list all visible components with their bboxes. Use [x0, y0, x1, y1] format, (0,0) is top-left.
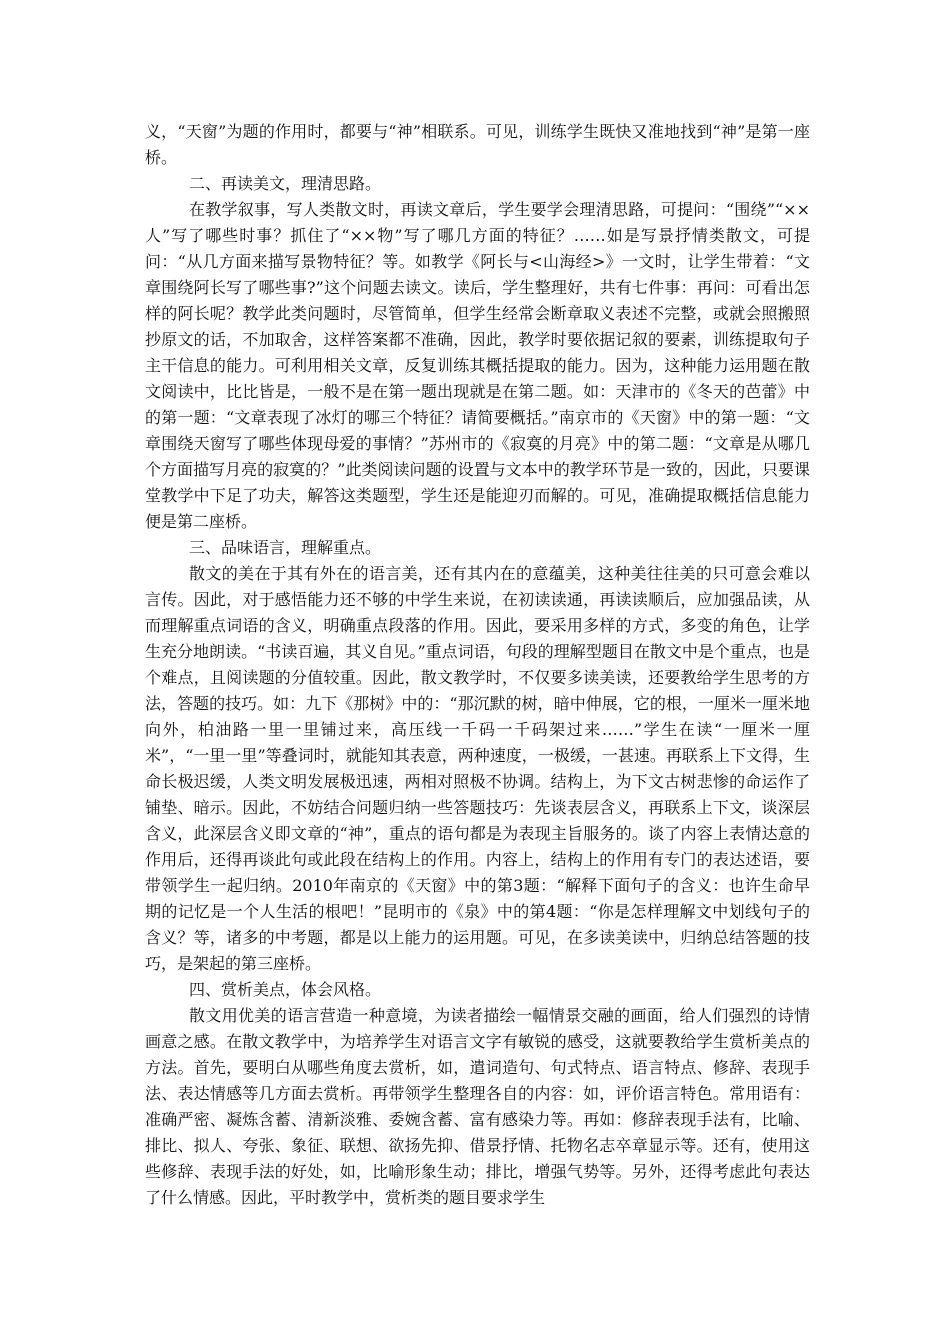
document-page: [145, 119, 810, 1211]
paragraph-section-2: 在教学叙事，写人类散文时，再读文章后，学生要学会理清思路，可提问：“围绕”“××人”写了哪些时事？抓住了“××物”写了哪几方面的特征？……如是写景抒情类散文，可提问：“从几方面来描写景物特征？等。如教学《阿长与<山海经>》一文时，让学生带着：“文章围绕阿长写了哪些事?”这个问题去读文。读后，学生整理好，共有七件事：再问：可看出怎样的阿长呢？教学此类问题时，尽管简单，但学生经常会断章取义表述不完整，或就会照搬照抄原文的话，不加取舍，这样答案都不准确，因此，教学时要依据记叙的要素，训练提取句子主干信息的能力。可利用相关文章，反复训练其概括提取的能力。因为，这种能力运用题在散文阅读中，比比皆是，一般不是在第一题出现就是在第二题。如：天津市的《冬天的芭蕾》中的第一题：“文章表现了冰灯的哪三个特征？请简要概括。”南京市的《天窗》中的第一题：“文章围绕天窗写了哪些体现母爱的事情？”苏州市的《寂寞的月亮》中的第二题：“文章是从哪几个方面描写月亮的寂寞的？”此类阅读问题的设置与文本中的教学环节是一致的，因此，只要课堂教学中下足了功夫，解答这类题型，学生还是能迎刃而解的。可见，准确提取概括信息能力便是第二座桥。: [145, 200, 810, 531]
paragraph-section-3: 散文的美在于其有外在的语言美，还有其内在的意蕴美，这种美往往美的只可意会难以言传。因此，对于感悟能力还不够的中学生来说，在初读读通，再读读顺后，应加强品读，从而理解重点词语的含义，明确重点段落的作用。因此，要采用多样的方式，多变的角色，让学生充分地朗读。“书读百遍，其义自见。”重点词语，句段的理解型题目在散文中是个重点，也是个难点，且阅读题的分值较重。因此，散文教学时，不仅要多读美读，还要教给学生思考的方法，答题的技巧。如：九下《那树》中的：“那沉默的树，暗中伸展，它的根，一厘米一厘米地向外，柏油路一里一里铺过来，高压线一千码一千码架过来……”学生在读“一厘米一厘米”，“一里一里”等叠词时，就能知其表意，两种速度，一极缓，一甚速。再联系上下文得，生命长极迟缓，人类文明发展极迅速，两相对照极不协调。结构上，为下文古树悲惨的命运作了铺垫、暗示。因此，不妨结合问题归纳一些答题技巧：先谈表层含义，再联系上下文，谈深层含义，此深层含义即文章的“神”，重点的语句都是为表现主旨服务的。谈了内容上表情达意的作用后，还得再谈此句或此段在结构上的作用。内容上，结构上的作用有专门的表达述语，要带领学生一起归纳。2010年南京的《天窗》中的第3题：“解释下面句子的含义：也许生命早期的记忆是一个人生活的根吧！”昆明市的《泉》中的第4题：“你是怎样理解文中划线句子的含义？等，诸多的中考题，都是以上能力的运用题。可见，在多读美读中，归纳总结答题的技巧，是架起的第三座桥。: [145, 564, 810, 973]
paragraph-continuation: 义，“天窗”为题的作用时，都要与“神”相联系。可见，训练学生既快又准地找到“神”是第一座桥。: [145, 122, 810, 167]
section-heading-4: 四、赏析美点，体会风格。: [189, 980, 382, 999]
section-heading-2: 二、再读美文，理清思路。: [189, 174, 382, 193]
section-heading-3: 三、品味语言，理解重点。: [189, 538, 382, 557]
paragraph-section-4: 散文用优美的语言营造一种意境，为读者描绘一幅情景交融的画面，给人们强烈的诗情画意之感。在散文教学中，为培养学生对语言文字有敏锐的感受，这就要教给学生赏析美点的方法。首先，要明白从哪些角度去赏析，如，遣词造句、句式特点、语言特点、修辞、表现手法、表达情感等几方面去赏析。再带领学生整理各自的内容：如，评价语言特色。常用语有：准确严密、凝炼含蓄、清新淡雅、委婉含蓄、富有感染力等。再如：修辞表现手法有，比喻、排比、拟人、夸张、象征、联想、欲扬先抑、借景抒情、托物名志卒章显示等。还有，使用这些修辞、表现手法的好处，如，比喻形象生动；排比，增强气势等。另外，还得考虑此句表达了什么情感。因此，平时教学中，赏析类的题目要求学生: [145, 1006, 810, 1207]
